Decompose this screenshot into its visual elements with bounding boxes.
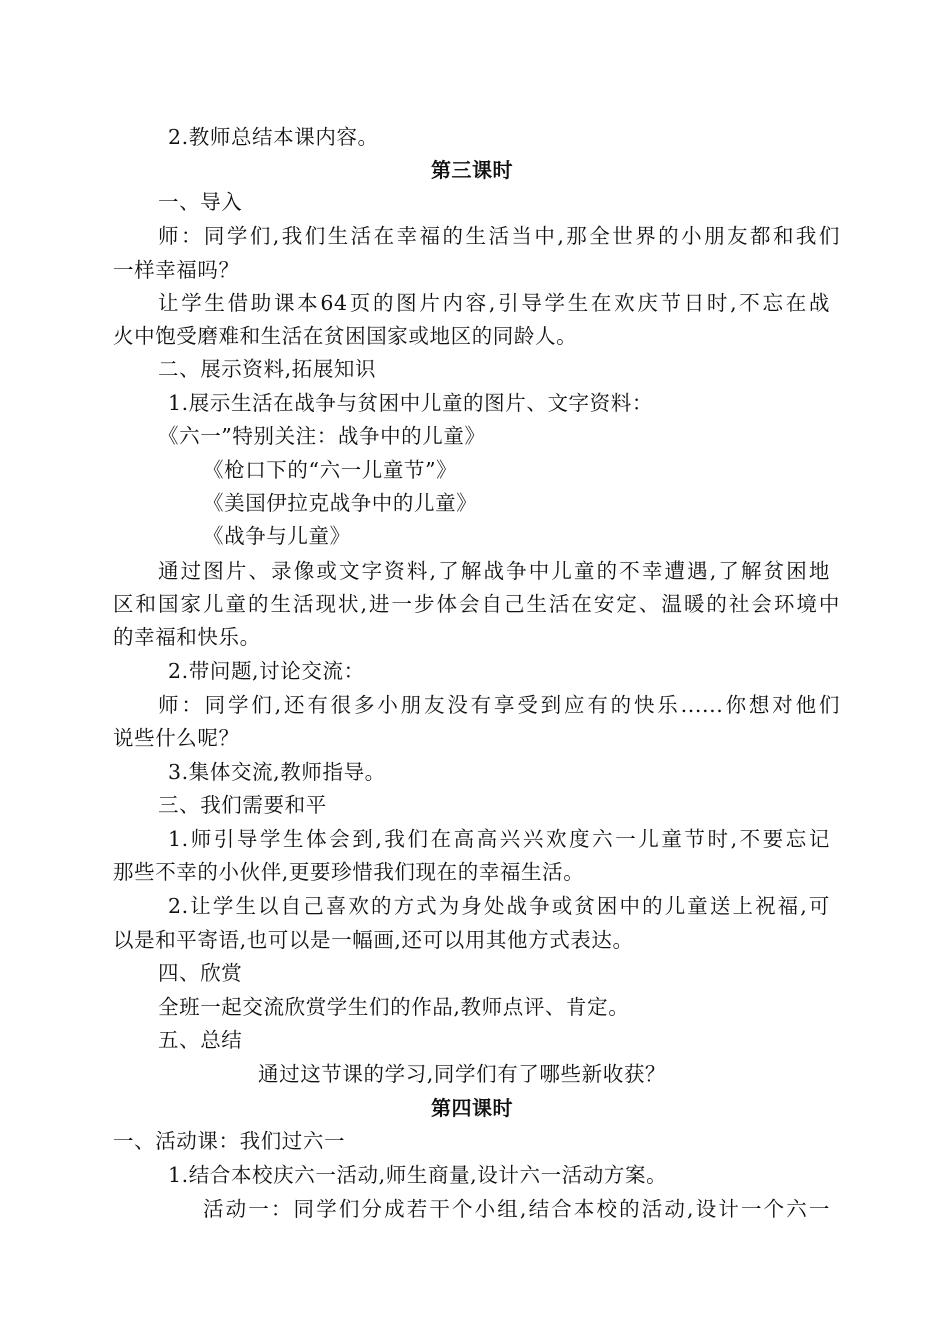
paragraph-line: 通过图片、录像或文字资料,了解战争中儿童的不幸遭遇,了解贫困地 [158, 559, 830, 583]
subheading: 二、展示资料,拓展知识 [158, 357, 377, 381]
paragraph-line: 活动一：同学们分成若干个小组,结合本校的活动,设计一个六一 [203, 1197, 830, 1221]
resource-title: 《战争与儿童》 [203, 524, 351, 548]
paragraph-line: 1.结合本校庆六一活动,师生商量,设计六一活动方案。 [168, 1163, 668, 1187]
subheading: 三、我们需要和平 [158, 793, 327, 817]
subheading: 五、总结 [158, 1028, 243, 1052]
paragraph-line: 说些什么呢？ [113, 726, 240, 750]
paragraph-line: 全班一起交流欣赏学生们的作品,教师点评、肯定。 [158, 995, 630, 1019]
paragraph-line: 1.展示生活在战争与贫困中儿童的图片、文字资料： [168, 391, 653, 415]
paragraph-line: 那些不幸的小伙伴,更要珍惜我们现在的幸福生活。 [113, 860, 585, 884]
paragraph-line: 的幸福和快乐。 [113, 625, 261, 649]
paragraph-line: 1.师引导学生体会到,我们在高高兴兴欢度六一儿童节时,不要忘记 [168, 827, 830, 851]
paragraph-line: 2.教师总结本课内容。 [168, 125, 379, 149]
paragraph-line: 2.带问题,讨论交流： [168, 659, 365, 683]
resource-title: 《美国伊拉克战争中的儿童》 [203, 491, 478, 515]
paragraph-line: 3.集体交流,教师指导。 [168, 760, 386, 784]
resource-title: 《六一”特别关注：战争中的儿童》 [158, 424, 486, 448]
paragraph-line: 一样幸福吗？ [113, 258, 240, 282]
resource-title: 《枪口下的“六一儿童节”》 [203, 458, 458, 482]
subheading: 四、欣赏 [158, 961, 243, 985]
subheading: 一、活动课：我们过六一 [113, 1129, 346, 1153]
paragraph-line: 区和国家儿童的生活现状,进一步体会自己生活在安定、温暖的社会环境中 [113, 592, 840, 616]
paragraph-line: 以是和平寄语,也可以是一幅画,还可以用其他方式表达。 [113, 928, 634, 952]
section-heading: 第四课时 [431, 1096, 513, 1120]
section-heading: 第三课时 [431, 158, 513, 182]
paragraph-line: 师：同学们,我们生活在幸福的生活当中,那全世界的小朋友都和我们 [158, 224, 840, 248]
subheading: 一、导入 [158, 190, 243, 214]
paragraph-line: 火中饱受磨难和生活在贫困国家或地区的同龄人。 [113, 324, 578, 348]
paragraph-line: 通过这节课的学习,同学们有了哪些新收获？ [258, 1062, 667, 1086]
paragraph-line: 师：同学们,还有很多小朋友没有享受到应有的快乐......你想对他们 [158, 693, 840, 717]
paragraph-line: 让学生借助课本64页的图片内容,引导学生在欢庆节日时,不忘在战 [158, 291, 830, 315]
paragraph-line: 2.让学生以自己喜欢的方式为身处战争或贫困中的儿童送上祝福,可 [168, 894, 830, 918]
